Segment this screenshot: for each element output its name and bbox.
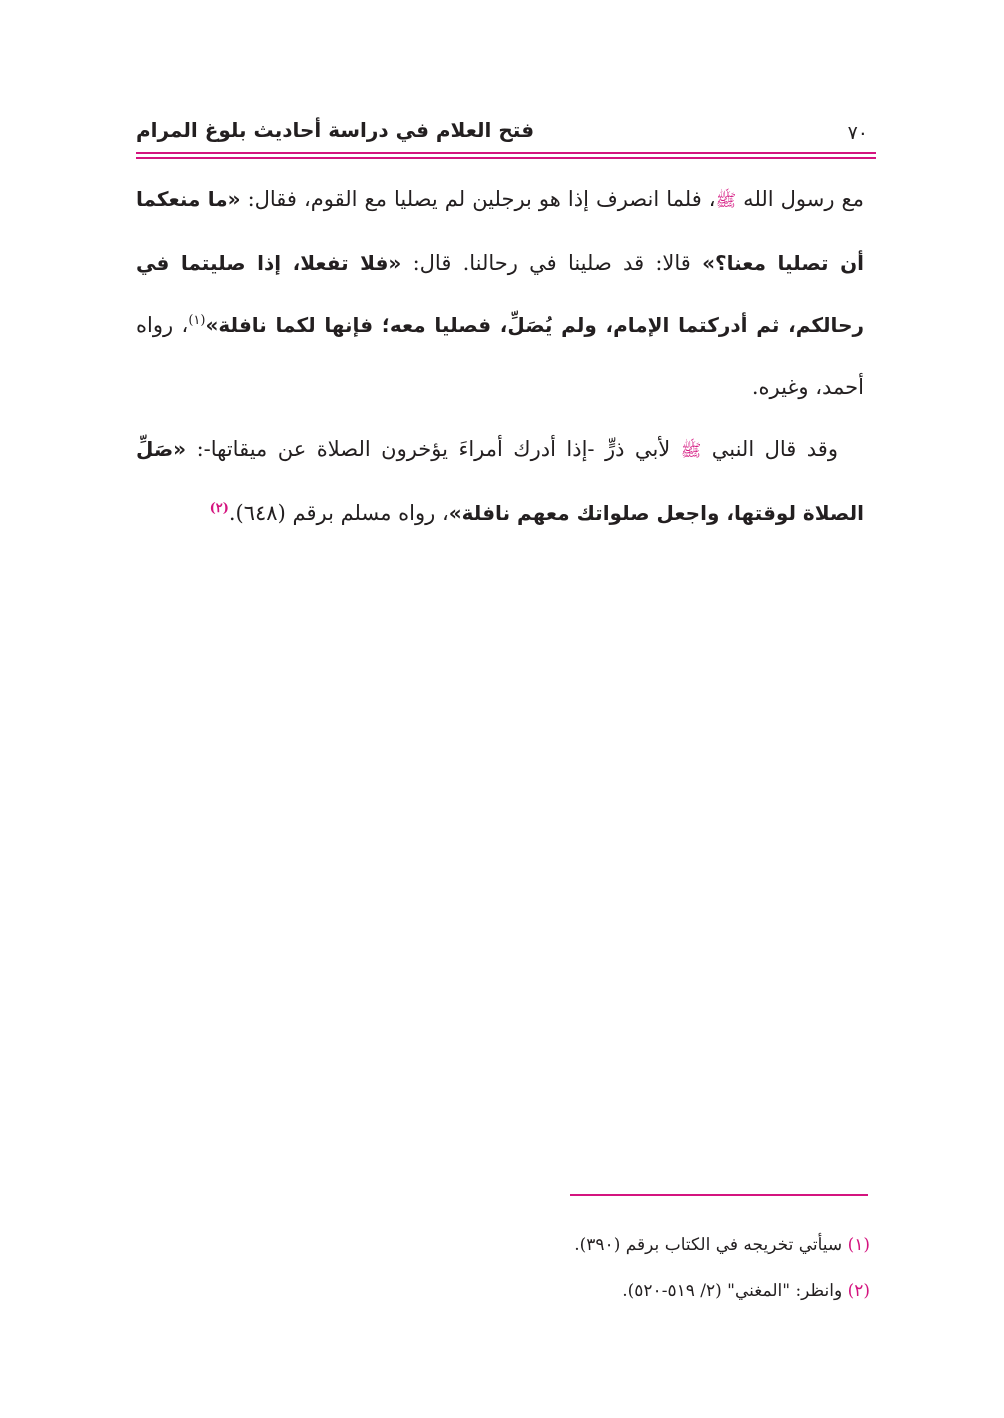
- salawat-glyph: ﷺ: [715, 191, 737, 211]
- footnote-number: (١): [847, 1235, 870, 1255]
- main-text: [136, 168, 864, 544]
- footnote-separator: [570, 1194, 868, 1196]
- footnote-number: (٢): [847, 1281, 870, 1301]
- footnote-ref[interactable]: (٢): [209, 501, 229, 516]
- page-number: ٧٠: [847, 122, 868, 144]
- text-run: لأبي ذرٍّ -إذا أدرك أمراءَ يؤخرون الصلاة عن ميقاتها-:: [186, 437, 681, 461]
- hadith-quote: «صَلِّ الصلاة لوقتها، واجعل صلواتك معهم نافلة»: [136, 437, 864, 525]
- hadith-quote: «فلا تفعلا، إذا صليتما في رحالكم، ثم أدركتما الإمام، ولم يُصَلِّ، فصليا معه؛ فإنها لكما نافلة»: [136, 251, 864, 337]
- text-run: ، رواه مسلم برقم (٦٤٨).: [228, 501, 449, 525]
- footnote-text: وانظر: "المغني" (٢/ ٥١٩-٥٢٠).: [622, 1281, 848, 1301]
- text-run: وقد قال النبي: [701, 437, 838, 461]
- paragraph: [136, 418, 864, 544]
- header-rule-top: [136, 152, 876, 154]
- text-run: ، فلما انصرف إذا هو برجلين لم يصليا مع القوم، فقال:: [240, 187, 716, 211]
- footnote: [400, 1222, 870, 1268]
- footnote-text: سيأتي تخريجه في الكتاب برقم (٣٩٠).: [574, 1235, 848, 1255]
- text-run: ، رواه أحمد، وغيره.: [136, 313, 864, 399]
- salawat-glyph: ﷺ: [680, 441, 702, 461]
- footnote: [400, 1268, 870, 1314]
- header-rule-bottom: [136, 157, 876, 159]
- book-title: فتح العلام في دراسة أحاديث بلوغ المرام: [136, 118, 535, 142]
- footnotes: [400, 1222, 870, 1314]
- running-header: [136, 112, 876, 152]
- text-run: مع رسول الله: [736, 187, 864, 211]
- text-run: قالا: قد صلينا في رحالنا. قال:: [401, 251, 703, 275]
- footnote-ref[interactable]: (١): [188, 313, 206, 328]
- paragraph: [136, 168, 864, 418]
- hadith-quote: «ما منعكما أن تصليا معنا؟»: [136, 187, 864, 275]
